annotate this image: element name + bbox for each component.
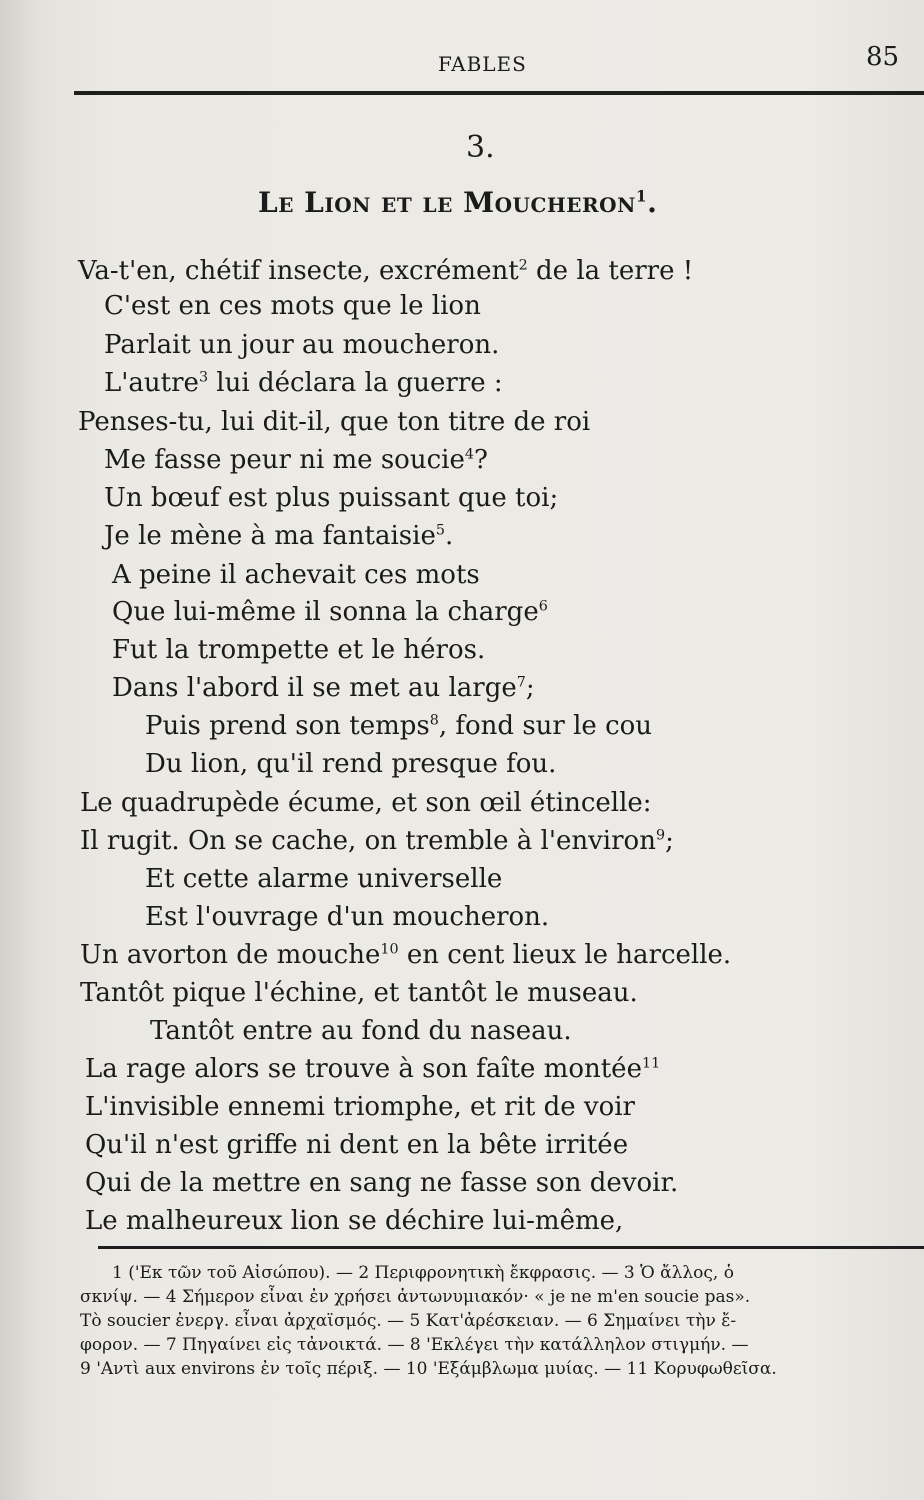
verse-text: Puis prend son temps xyxy=(145,711,430,741)
verse-line xyxy=(145,864,502,894)
title-period: . xyxy=(647,186,658,219)
verse-text: Me fasse peur ni me soucie xyxy=(104,445,465,475)
footnote-ref: 9 xyxy=(655,827,666,844)
verse-line xyxy=(85,1206,623,1236)
verse-text: C'est en ces mots que le lion xyxy=(104,291,481,321)
verse-line xyxy=(104,291,481,321)
verse-line xyxy=(145,711,652,741)
verse-text-tail: de la terre ! xyxy=(527,256,694,286)
footnote-ref: 8 xyxy=(429,712,439,729)
verse-text: Le quadrupède écume, et son œil étincelle: xyxy=(80,788,652,818)
footnote-line: φορον. — 7 Πηγαίνει εἰς τἀνοικτά. — 8 'Εκλέγει τὴν κατάλληλον στιγμήν. — xyxy=(80,1335,749,1355)
verse-text: Un avorton de mouche xyxy=(80,940,381,970)
verse-line xyxy=(80,978,638,1008)
footnote-ref: 2 xyxy=(518,257,528,274)
footnote-line: σκνίψ. — 4 Σήμερον εἶναι ἐν χρήσει ἀντωνυμιακόν· « je ne m'en soucie pas». xyxy=(80,1287,751,1307)
verse-line xyxy=(80,788,652,818)
verse-text: La rage alors se trouve à son faîte montée xyxy=(85,1054,642,1084)
verse-text-tail: , fond sur le cou xyxy=(438,711,653,741)
verse-text: Va-t'en, chétif insecte, excrément xyxy=(78,256,519,286)
verse-line xyxy=(104,521,453,551)
fable-title xyxy=(258,186,657,219)
fable-number: 3. xyxy=(466,130,495,165)
verse-text: Un bœuf est plus puissant que toi; xyxy=(104,483,559,513)
verse-line xyxy=(145,902,549,932)
verse-text-tail: lui déclara la guerre : xyxy=(208,368,503,398)
verse-text: Que lui-même il sonna la charge xyxy=(112,597,539,627)
page-number: 85 xyxy=(866,42,900,72)
footnote-ref: 3 xyxy=(198,369,209,386)
verse-text: L'autre xyxy=(104,368,199,398)
verse-text: Du lion, qu'il rend presque fou. xyxy=(145,749,557,779)
verse-text: L'invisible ennemi triomphe, et rit de voir xyxy=(85,1092,635,1122)
footnote-ref: 5 xyxy=(435,522,445,539)
verse-text: Tantôt pique l'échine, et tantôt le museau. xyxy=(80,978,638,1008)
verse-text: Le malheureux lion se déchire lui-même, xyxy=(85,1206,624,1236)
verse-line xyxy=(104,483,558,513)
verse-line xyxy=(78,256,693,286)
verse-text-tail: ? xyxy=(473,445,488,475)
verse-line xyxy=(85,1130,628,1160)
verse-text: Fut la trompette et le héros. xyxy=(112,635,486,665)
verse-line xyxy=(85,1168,678,1198)
verse-line xyxy=(104,330,499,360)
verse-text-tail: . xyxy=(444,521,454,551)
verse-text: Qui de la mettre en sang ne fasse son devoir. xyxy=(85,1168,679,1198)
verse-text: Qu'il n'est griffe ni dent en la bête irritée xyxy=(85,1130,629,1160)
footnote-ref: 7 xyxy=(516,674,526,691)
footnote-ref: 11 xyxy=(641,1055,661,1072)
verse-line xyxy=(85,1092,635,1122)
footnote-line: Τὸ soucier ἐνεργ. εἶναι ἀρχαϊσμός. — 5 Κατ'ἀρέσκειαν. — 6 Σημαίνει τὴν ἔ- xyxy=(80,1311,737,1331)
footnote-ref: 4 xyxy=(464,446,474,463)
verse-text: Il rugit. On se cache, on tremble à l'environ xyxy=(80,826,656,856)
verse-text: Et cette alarme universelle xyxy=(145,864,503,894)
verse-line xyxy=(78,407,590,437)
verse-line xyxy=(80,826,674,856)
footnote-ref: 6 xyxy=(538,598,548,615)
verse-text: Est l'ouvrage d'un moucheron. xyxy=(145,902,550,932)
verse-line xyxy=(145,749,556,779)
verse-line xyxy=(104,368,503,398)
footnote-line: 9 'Αντὶ aux environs ἐν τοῖς πέριξ. — 10 'Εξάμβλωμα μυίας. — 11 Κορυφωθεῖσα. xyxy=(80,1359,777,1379)
verse-text: Dans l'abord il se met au large xyxy=(112,673,517,703)
verse-text: Tantôt entre au fond du naseau. xyxy=(150,1016,572,1046)
verse-line xyxy=(104,445,488,475)
verse-text-tail: ; xyxy=(665,826,674,856)
verse-line xyxy=(112,673,535,703)
verse-text-tail: ; xyxy=(525,673,535,703)
verse-line xyxy=(112,635,485,665)
verse-text-tail: en cent lieux le harcelle. xyxy=(398,940,732,970)
verse-text: Je le mène à ma fantaisie xyxy=(104,521,436,551)
verse-text: Parlait un jour au moucheron. xyxy=(104,330,500,360)
footnote-ref: 10 xyxy=(380,941,399,958)
verse-line xyxy=(112,597,548,627)
footnote-rule xyxy=(98,1246,924,1249)
verse-text: Penses-tu, lui dit-il, que ton titre de roi xyxy=(78,407,591,437)
fable-title-text: Le Lion et le Moucheron xyxy=(258,186,636,219)
footnote-ref: 1 xyxy=(635,187,648,206)
header-rule xyxy=(74,91,924,95)
verse-line xyxy=(112,560,480,590)
running-header: FABLES xyxy=(438,52,527,76)
verse-line xyxy=(85,1054,660,1084)
verse-text: A peine il achevait ces mots xyxy=(112,560,480,590)
verse-line xyxy=(150,1016,572,1046)
verse-line xyxy=(80,940,731,970)
footnote-line: 1 ('Εκ τῶν τοῦ Αἰσώπου). — 2 Περιφρονητικὴ ἔκφρασις. — 3 Ὁ ἄλλος, ὁ xyxy=(112,1263,734,1283)
